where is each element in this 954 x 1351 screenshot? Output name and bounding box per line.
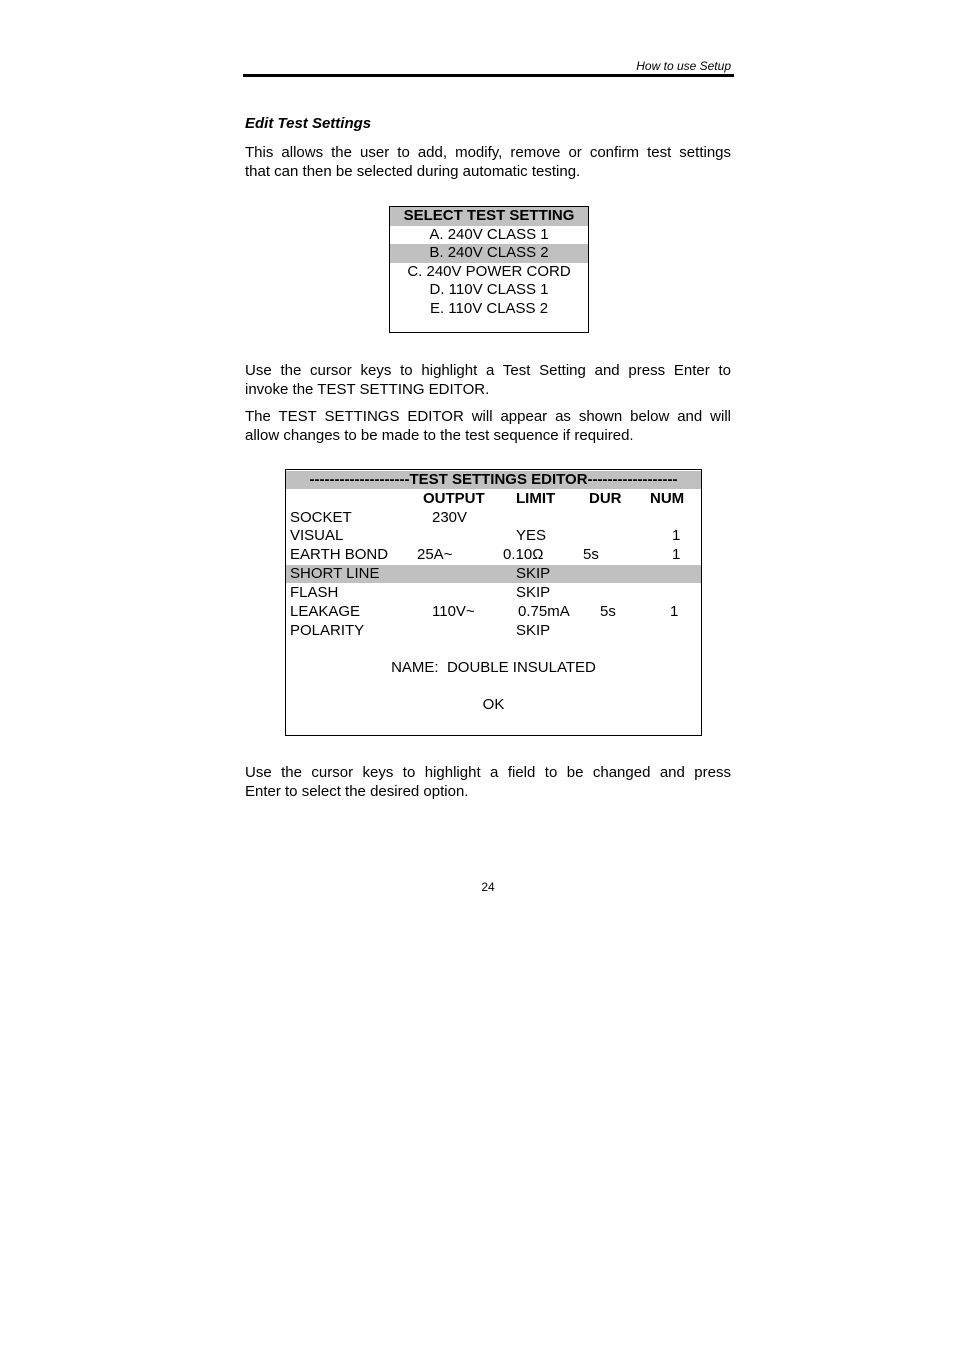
test-name: FLASH: [290, 584, 339, 601]
dur-value[interactable]: 5s: [583, 546, 599, 563]
editor-row-short-line[interactable]: [286, 565, 701, 583]
running-header: How to use Setup: [636, 59, 731, 73]
paragraph-line: allow changes to be made to the test sequence if required.: [245, 427, 634, 444]
num-value[interactable]: 1: [670, 603, 679, 620]
editor-row-socket[interactable]: [286, 509, 701, 527]
select-test-setting-panel: [389, 206, 589, 333]
setting-option-b[interactable]: B. 240V CLASS 2: [390, 244, 588, 263]
num-value[interactable]: 1: [672, 527, 681, 544]
paragraph-line: This allows the user to add, modify, remove or confirm test settings: [245, 144, 731, 161]
editor-row-earth-bond[interactable]: [286, 546, 701, 564]
paragraph-line: Enter to select the desired option.: [245, 783, 469, 800]
test-name: LEAKAGE: [290, 603, 361, 620]
setting-option-a[interactable]: A. 240V CLASS 1: [429, 225, 549, 243]
editor-row-leakage[interactable]: [286, 603, 701, 621]
column-header-num: NUM: [650, 490, 685, 507]
paragraph-line: Use the cursor keys to highlight a field to be changed and press: [245, 764, 731, 781]
test-name: EARTH BOND: [290, 546, 389, 563]
column-header-dur: DUR: [589, 490, 622, 507]
paragraph-line: that can then be selected during automatic testing.: [245, 163, 581, 180]
column-header-limit: LIMIT: [516, 490, 556, 507]
cursor-select-paragraph: [245, 361, 731, 399]
intro-paragraph: [245, 143, 731, 181]
limit-value[interactable]: SKIP: [516, 584, 551, 601]
output-value[interactable]: 110V~: [432, 603, 475, 620]
output-value[interactable]: 25A~: [417, 546, 453, 563]
test-name: POLARITY: [290, 622, 365, 639]
num-value[interactable]: 1: [672, 546, 681, 563]
setting-option-c[interactable]: C. 240V POWER CORD: [407, 262, 571, 280]
limit-value[interactable]: 0.75mA: [518, 603, 570, 620]
limit-value[interactable]: 0.10Ω: [503, 546, 544, 563]
test-name: SHORT LINE: [290, 565, 380, 582]
editor-title: --------------------TEST SETTINGS EDITOR------------------: [286, 471, 701, 489]
setting-option-e[interactable]: E. 110V CLASS 2: [429, 299, 549, 317]
column-header-output: OUTPUT: [423, 490, 485, 507]
cursor-field-paragraph: [245, 763, 731, 801]
limit-value[interactable]: YES: [516, 527, 547, 544]
editor-row-polarity[interactable]: [286, 622, 701, 640]
limit-value[interactable]: SKIP: [516, 565, 551, 582]
editor-row-visual[interactable]: [286, 527, 701, 545]
paragraph-line: Use the cursor keys to highlight a Test Setting and press Enter to: [245, 362, 731, 379]
setting-name-label: NAME:: [391, 659, 439, 676]
test-name: VISUAL: [290, 527, 344, 544]
ok-button[interactable]: OK: [482, 696, 505, 713]
editor-row-flash[interactable]: [286, 584, 701, 602]
editor-column-headers: [286, 490, 701, 508]
output-value[interactable]: 230V: [432, 509, 468, 526]
header-rule: [243, 74, 734, 77]
setting-option-d[interactable]: D. 110V CLASS 1: [429, 281, 549, 298]
dur-value[interactable]: 5s: [600, 603, 616, 620]
setting-name-value[interactable]: DOUBLE INSULATED: [446, 659, 596, 676]
test-settings-editor-panel: [285, 469, 702, 736]
paragraph-line: The TEST SETTINGS EDITOR will appear as shown below and will: [245, 408, 731, 425]
limit-value[interactable]: SKIP: [516, 622, 551, 639]
setting-name-row[interactable]: [286, 659, 701, 677]
editor-appear-paragraph: [245, 407, 731, 445]
page-number: 24: [481, 880, 495, 894]
paragraph-line: invoke the TEST SETTING EDITOR.: [245, 381, 490, 398]
section-title: Edit Test Settings: [245, 115, 372, 132]
test-name: SOCKET: [290, 509, 352, 526]
select-panel-title: SELECT TEST SETTING: [390, 207, 588, 226]
